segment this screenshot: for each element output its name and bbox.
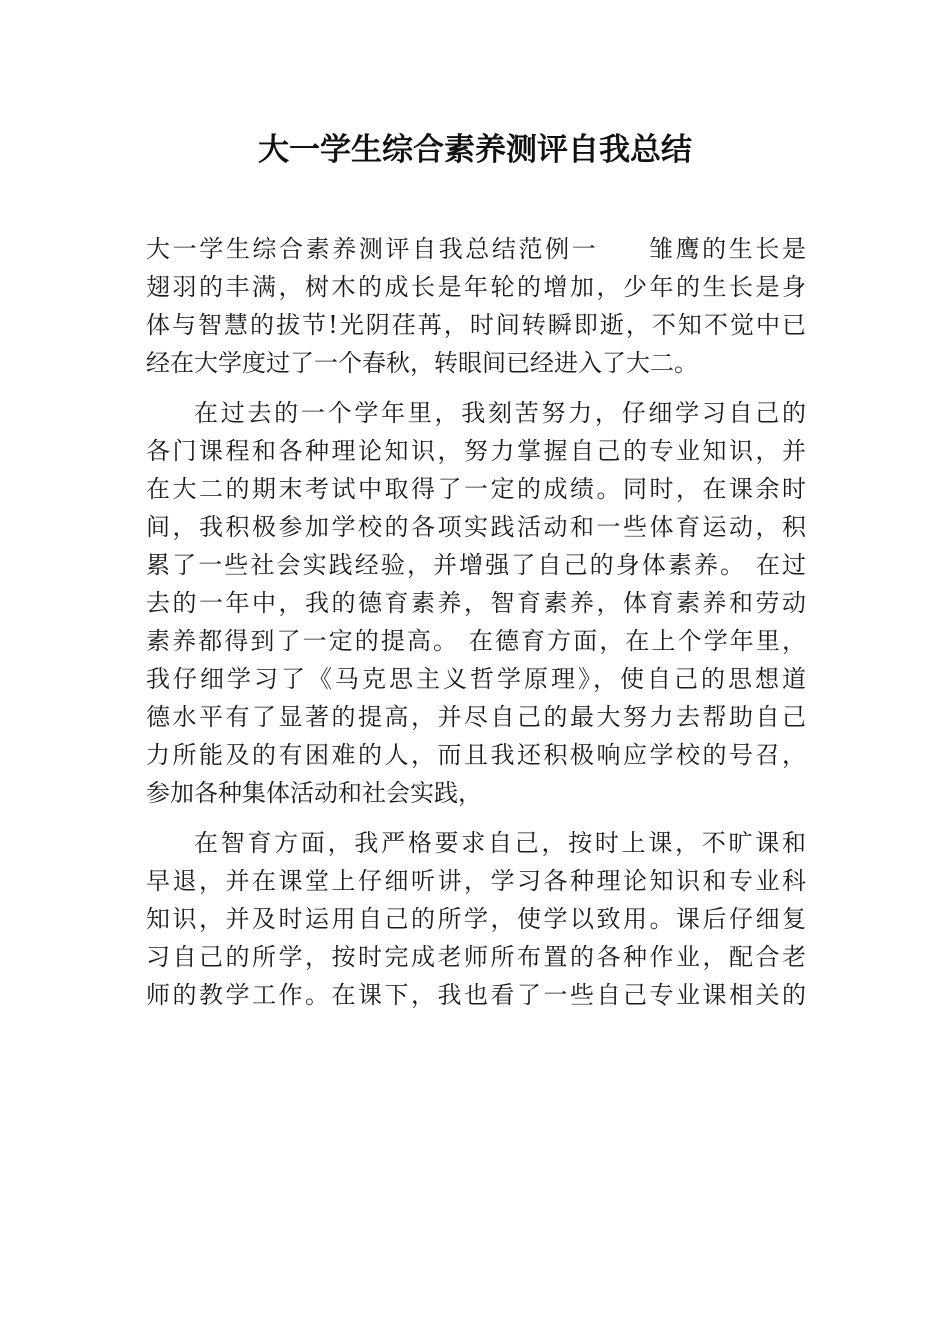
text-line: 我仔细学习了《马克思主义哲学原理》，使自己的思想道 — [146, 665, 806, 693]
paragraph-1 — [146, 230, 806, 382]
text-line: 力所能及的有困难的人，而且我还积极响应学校的号召， — [146, 741, 806, 769]
text-line: 各门课程和各种理论知识，努力掌握自己的专业知识，并 — [146, 437, 806, 465]
text-line: 素养都得到了一定的提高。 在德育方面，在上个学年里， — [146, 627, 806, 655]
text-line: 师的教学工作。在课下，我也看了一些自己专业课相关的 — [146, 981, 806, 1009]
text-line: 在过去的一个学年里，我刻苦努力，仔细学习自己的 — [194, 399, 806, 427]
text-line: 间，我积极参加学校的各项实践活动和一些体育运动，积 — [146, 513, 806, 541]
text-line: 在智育方面，我严格要求自己，按时上课，不旷课和 — [194, 829, 806, 857]
text-line: 知识，并及时运用自己的所学，使学以致用。课后仔细复 — [146, 905, 806, 933]
text-line: 习自己的所学，按时完成老师所布置的各种作业，配合老 — [146, 943, 806, 971]
text-line: 累了一些社会实践经验，并增强了自己的身体素养。 在过 — [146, 551, 806, 579]
text-line: 在大二的期末考试中取得了一定的成绩。同时，在课余时 — [146, 475, 806, 503]
text-line: 早退，并在课堂上仔细听讲，学习各种理论知识和专业科 — [146, 867, 806, 895]
page-title: 大一学生综合素养测评自我总结 — [258, 132, 692, 168]
document-body — [146, 230, 806, 1026]
text-line: 参加各种集体活动和社会实践， — [146, 779, 482, 807]
text-line: 德水平有了显著的提高，并尽自己的最大努力去帮助自己 — [146, 703, 806, 731]
text-line: 经在大学度过了一个春秋，转眼间已经进入了大二。 — [146, 349, 698, 377]
text-line: 去的一年中，我的德育素养，智育素养，体育素养和劳动 — [146, 589, 806, 617]
text-line: 体与智慧的拔节!光阴荏苒，时间转瞬即逝，不知不觉中已 — [146, 311, 806, 339]
paragraph-3 — [146, 824, 806, 1014]
paragraph-2 — [146, 394, 806, 812]
text-line: 大一学生综合素养测评自我总结范例一 雏鹰的生长是 — [146, 235, 806, 263]
text-line: 翅羽的丰满，树木的成长是年轮的增加，少年的生长是身 — [146, 273, 806, 301]
